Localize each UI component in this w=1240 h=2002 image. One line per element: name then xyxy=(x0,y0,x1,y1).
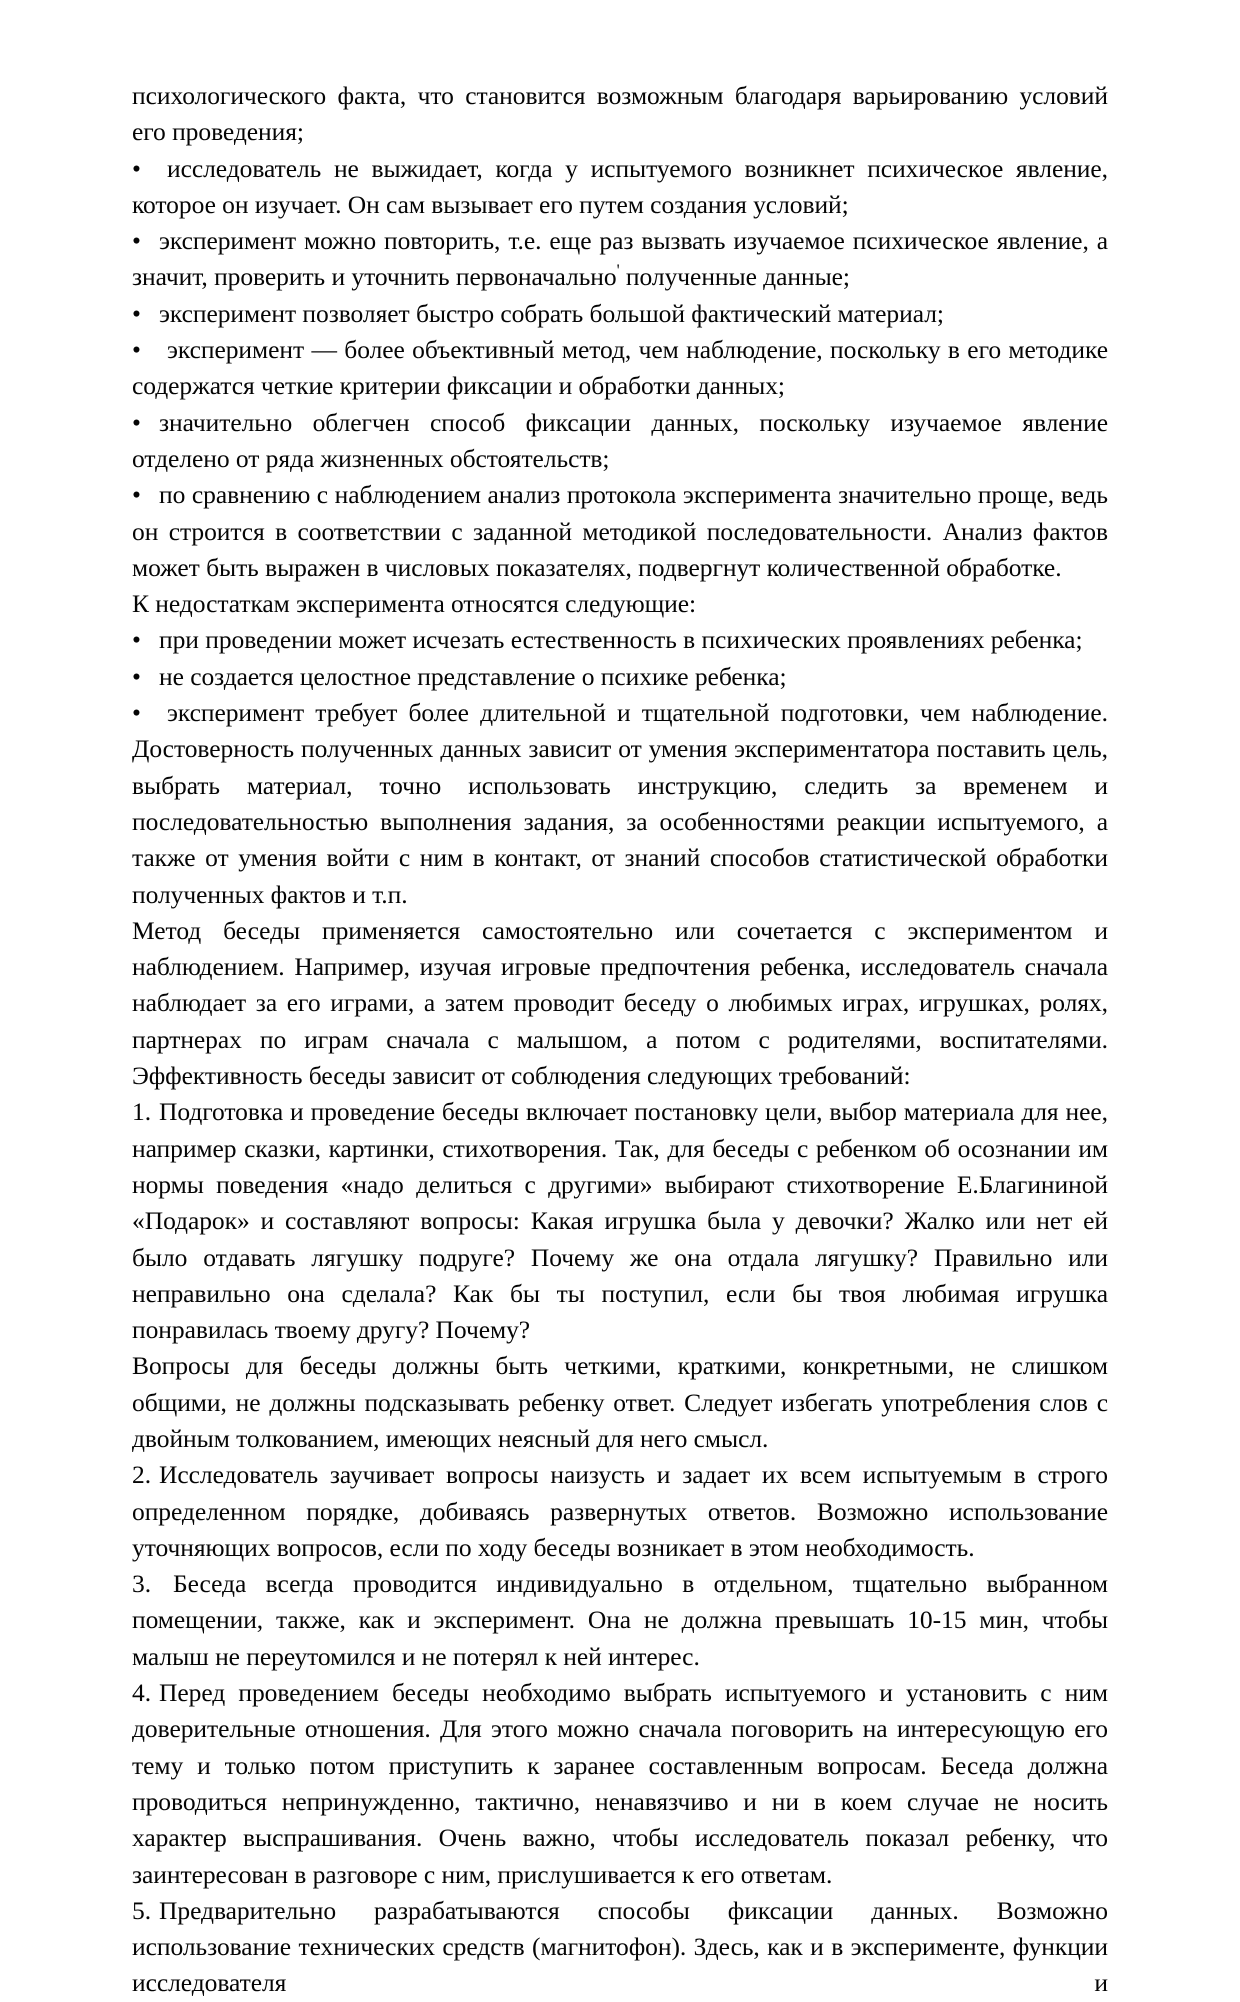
numbered-list-item xyxy=(132,1094,1108,1348)
bullet-text: эксперимент требует более длительной и тщательной подготовки, чем наблюдение. xyxy=(167,698,1108,728)
numbered-list-item xyxy=(132,1893,1108,2002)
list-item-text: Перед проведением беседы необходимо выбрать испытуемого и установить с ним доверительные отношения. Для этого можно сначала поговорить на интересующую его тему и только потом приступить к заранее составленным вопросам. Беседа должна проводиться непринужденно, тактично, ненавязчиво и ни в коем случае не носить характер выспрашивания. Очень важно, чтобы исследователь показал ребенку, что заинтересован в разговоре с ним, прислушивается к его ответам. xyxy=(132,1678,1108,1889)
list-item-text: Предварительно разрабатываются способы фиксации данных. Возможно использование технических средств (магнитофон). Здесь, как и в эксперименте, функции исследователя и xyxy=(132,1895,1108,1998)
bullet-icon: • xyxy=(132,153,141,183)
paragraph-text: К недостаткам эксперимента относятся следующие: xyxy=(132,589,697,619)
bullet-text: эксперимент — более объективный метод, чем наблюдение, поскольку в его методике содержатся четкие критерии фиксации и обработки данных; xyxy=(132,335,1108,401)
bullet-text-before-mark: эксперимент можно повторить, т.е. еще раз вызвать изучаемое психическое явление, а значит, проверить и уточнить первоначально xyxy=(132,226,1108,292)
list-number: 3. xyxy=(132,1569,152,1599)
bullet-list-item xyxy=(132,659,1108,695)
bullet-text: не создается целостное представление о психике ребенка; xyxy=(159,661,787,691)
bullet-text: по сравнению с наблюдением анализ протокола эксперимента значительно проще, ведь он строится в соответствии с заданной методикой последовательности. Анализ фактов может быть выражен в числовых показателях, подвергнут количественной обработке. xyxy=(132,480,1108,582)
list-item-text: Подготовка и проведение беседы включает постановку цели, выбор материала для нее, например сказки, картинки, стихотворения. Так, для беседы с ребенком об осознании им нормы поведения «надо делиться с другими» выбирают стихотворение Е.Благининой «Подарок» и составляют вопросы: Какая игрушка была у девочки? Жалко или нет ей было отдавать лягушку подруге? Почему же она отдала лягушку? Правильно или неправильно она сделала? Как бы ты поступил, если бы твоя любимая игрушка понравилась твоему другу? Почему? xyxy=(132,1097,1108,1345)
paragraph-text: психологического факта, что становится возможным благодаря варьированию условий его проведения; xyxy=(132,81,1108,147)
bullet-icon: • xyxy=(132,226,141,256)
paragraph-text: Достоверность полученных данных зависит от умения экспериментатора поставить цель, выбрать материал, точно использовать инструкцию, следить за временем и последовательностью выполнения задания, за особенностями реакции испытуемого, а также от умения войти с ним в контакт, от знаний способов статистической обработки полученных фактов и т.п. xyxy=(132,734,1108,909)
bullet-icon: • xyxy=(132,407,141,437)
bullet-text: значительно облегчен способ фиксации данных, поскольку изучаемое явление отделено от ряда жизненных обстоятельств; xyxy=(132,407,1108,473)
bullet-icon: • xyxy=(132,335,141,365)
bullet-icon: • xyxy=(132,298,141,328)
bullet-list-item xyxy=(132,332,1108,405)
bullet-text: эксперимент позволяет быстро собрать большой фактический материал; xyxy=(159,298,944,328)
paragraph-continuation xyxy=(132,78,1108,151)
bullet-list-item xyxy=(132,223,1108,296)
bullet-list-item xyxy=(132,477,1108,586)
bullet-icon: • xyxy=(132,480,141,510)
bullet-text: исследователь не выжидает, когда у испытуемого возникнет психическое явление, которое он изучает. Он сам вызывает его путем создания условий; xyxy=(132,153,1108,219)
body-paragraph xyxy=(132,731,1108,912)
superscript-mark: ' xyxy=(616,261,620,281)
paragraph-text: Вопросы для беседы должны быть четкими, краткими, конкретными, не слишком общими, не должны подсказывать ребенку ответ. Следует избегать употребления слов с двойным толкованием, имеющих неясный для него смысл. xyxy=(132,1351,1108,1453)
list-item-text: Беседа всегда проводится индивидуально в отдельном, тщательно выбранном помещении, также, как и эксперимент. Она не должна превышать 10-15 мин, чтобы малыш не переутомился и не потерял к ней интерес. xyxy=(132,1569,1108,1671)
bullet-list-item xyxy=(132,695,1108,731)
paragraph-text: Метод беседы применяется самостоятельно или сочетается с экспериментом и наблюдением. Например, изучая игровые предпочтения ребенка, исследователь сначала наблюдает за его играми, а затем проводит беседу о любимых играх, игрушках, ролях, партнерах по играм сначала с малышом, а потом с родителями, воспитателями. xyxy=(132,915,1108,1054)
bullet-icon: • xyxy=(132,661,141,691)
list-number: 4. xyxy=(132,1678,152,1708)
body-paragraph xyxy=(132,913,1108,1058)
list-number: 2. xyxy=(132,1460,152,1490)
document-text-column xyxy=(132,78,1108,2002)
list-number: 5. xyxy=(132,1895,152,1925)
list-number: 1. xyxy=(132,1097,152,1127)
bullet-list-item xyxy=(132,622,1108,658)
bullet-icon: • xyxy=(132,625,141,655)
body-paragraph xyxy=(132,1058,1108,1094)
paragraph-text: Эффективность беседы зависит от соблюдения следующих требований: xyxy=(132,1061,911,1091)
bullet-list-item xyxy=(132,405,1108,478)
body-paragraph xyxy=(132,1348,1108,1457)
numbered-list-item xyxy=(132,1566,1108,1675)
numbered-list-item xyxy=(132,1457,1108,1566)
bullet-list-item xyxy=(132,151,1108,224)
section-lead-in xyxy=(132,586,1108,622)
bullet-text-after-mark: полученные данные; xyxy=(619,262,850,292)
list-item-text: Исследователь заучивает вопросы наизусть и задает их всем испытуемым в строго определенном порядке, добиваясь развернутых ответов. Возможно использование уточняющих вопросов, если по ходу беседы возникает в этом необходимость. xyxy=(132,1460,1108,1562)
bullet-icon: • xyxy=(132,698,141,728)
numbered-list-item xyxy=(132,1675,1108,1893)
bullet-text: при проведении может исчезать естественность в психических проявлениях ребенка; xyxy=(159,625,1083,655)
bullet-list-item xyxy=(132,296,1108,332)
